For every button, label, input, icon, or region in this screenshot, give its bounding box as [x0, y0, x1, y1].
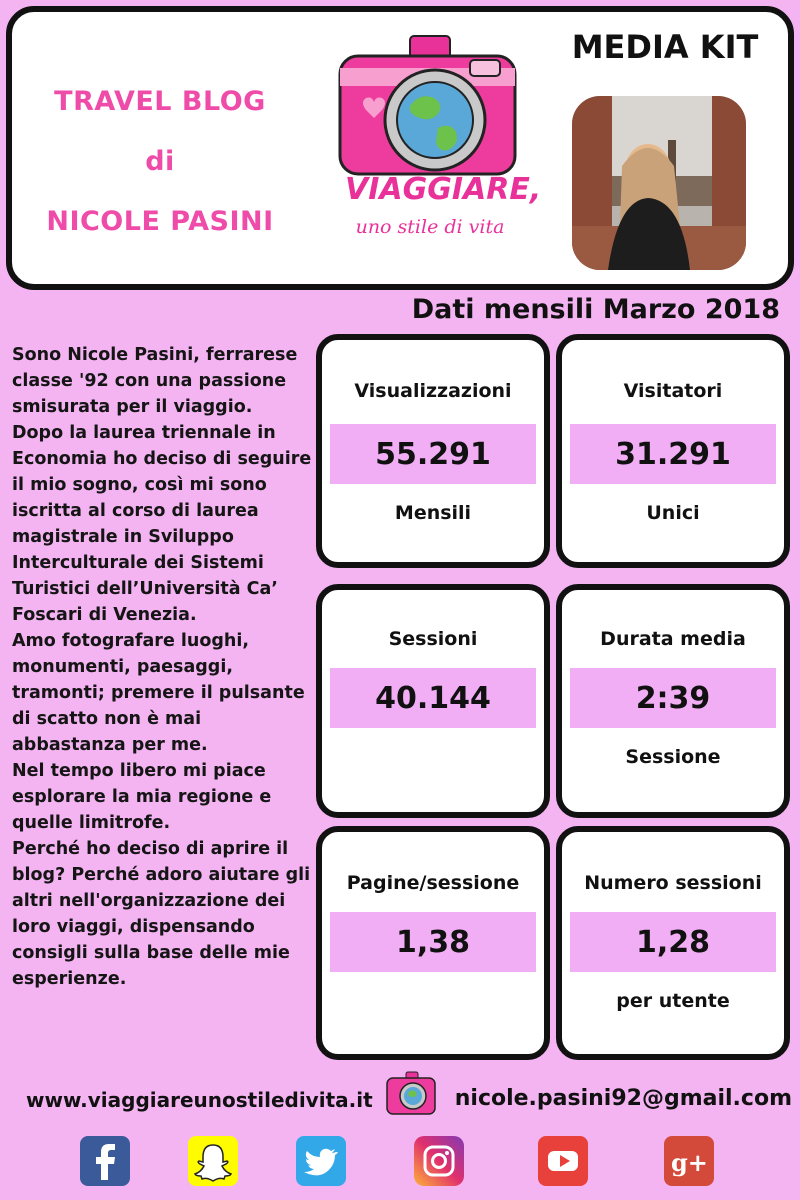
stat-card-sessions [316, 584, 550, 818]
stat-value: 55.291 [375, 436, 491, 472]
stat-sub: per utente [616, 990, 730, 1012]
stat-card-views [316, 334, 550, 568]
stat-label: Pagine/sessione [346, 872, 520, 894]
stat-label: Visitatori [623, 380, 723, 402]
logo-title: VIAGGIARE, [345, 172, 542, 207]
stat-label: Durata media [600, 628, 746, 650]
stat-card-pages [316, 826, 550, 1060]
stat-card-visitors [556, 334, 790, 568]
profile-photo [572, 96, 746, 270]
stat-label: Numero sessioni [584, 872, 762, 894]
youtube-icon[interactable] [538, 1136, 588, 1186]
bio-paragraph: Dopo la laurea triennale in Economia ho deciso di seguire il mio sogno, così mi sono iscritta al corso di laurea magistrale in Sviluppo Interculturale dei Sistemi Turistici dell’Università Ca’ Foscari di Venezia. [12, 423, 312, 625]
google-plus-icon[interactable] [664, 1136, 714, 1186]
blog-title-line1: TRAVEL BLOG [54, 86, 266, 117]
stat-band [570, 424, 776, 484]
stat-sub: Sessione [625, 746, 721, 768]
bio-paragraph: Perché ho deciso di aprire il blog? Perché adoro aiutare gli altri nell'organizzazione dei loro viaggi, dispensando consigli sulla base delle mie esperienze. [12, 839, 311, 989]
social-icons-row [0, 1136, 800, 1190]
stat-sub: Mensili [394, 502, 472, 524]
stat-sub: Unici [646, 502, 700, 524]
stat-band [330, 912, 536, 972]
stat-value: 31.291 [615, 436, 731, 472]
bio-paragraph: Sono Nicole Pasini, ferrarese classe '92 con una passione smisurata per il viaggio. [12, 345, 298, 417]
blog-title-line3: NICOLE PASINI [46, 206, 274, 237]
stat-band [330, 424, 536, 484]
monthly-data-title: Dati mensili Marzo 2018 [411, 294, 780, 325]
facebook-icon[interactable] [80, 1136, 130, 1186]
stat-value: 1,28 [635, 924, 711, 960]
stat-band [330, 668, 536, 728]
stat-card-duration [556, 584, 790, 818]
stat-value: 2:39 [635, 680, 711, 716]
mini-camera-logo [384, 1070, 438, 1120]
stat-value: 1,38 [395, 924, 471, 960]
stat-label: Visualizzazioni [354, 380, 512, 402]
media-kit-title: MEDIA KIT [571, 28, 759, 66]
email-link[interactable]: nicole.pasini92@gmail.com [454, 1086, 792, 1111]
snapchat-icon[interactable] [188, 1136, 238, 1186]
twitter-icon[interactable] [296, 1136, 346, 1186]
svg-text:g+: g+ [671, 1148, 708, 1177]
logo-tagline: uno stile di vita [355, 216, 505, 238]
stat-band [570, 912, 776, 972]
instagram-icon[interactable] [414, 1136, 464, 1186]
stat-card-num-sessions [556, 826, 790, 1060]
stat-band [570, 668, 776, 728]
stat-value: 40.144 [375, 680, 491, 716]
website-link[interactable]: www.viaggiareunostiledivita.it [26, 1088, 373, 1112]
blog-title [40, 72, 280, 252]
bio-paragraph: Amo fotografare luoghi, monumenti, paesaggi, tramonti; premere il pulsante di scatto non è mai abbastanza per me. [12, 631, 305, 755]
bio-text [12, 342, 312, 992]
blog-title-line2: di [145, 146, 175, 177]
bio-paragraph: Nel tempo libero mi piace esplorare la mia regione e quelle limitrofe. [12, 761, 272, 833]
stat-label: Sessioni [388, 628, 478, 650]
